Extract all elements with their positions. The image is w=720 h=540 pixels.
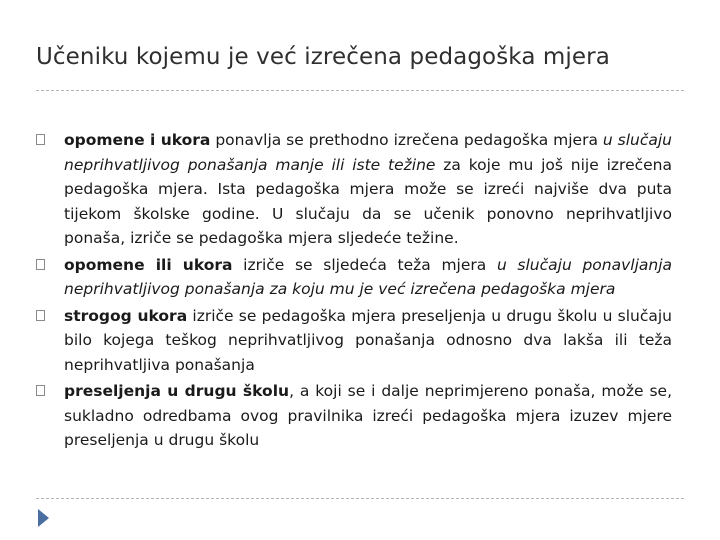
list-item <box>36 128 672 251</box>
bullet-list <box>36 128 672 455</box>
list-item <box>36 379 672 453</box>
item-bold-text: opomene ili ukora <box>64 255 233 274</box>
slide-title: Učeniku kojemu je već izrečena pedagoška mjera <box>36 44 610 70</box>
item-italic-text: u slučaju ponavljanja neprihvatljivog ponašanja za koju mu je već izrečena pedagoška mjera <box>64 255 672 298</box>
item-text: izriče se sljedeća teža mjera <box>232 255 497 274</box>
item-text: ponavlja se prethodno izrečena pedagoška mjera <box>210 131 603 149</box>
square-bullet-icon <box>36 259 45 270</box>
next-slide-arrow-icon[interactable] <box>38 509 49 527</box>
item-text: , a koji se i dalje neprimjereno ponaša, može se, sukladno odredbama ovog pravilnika izreći pedagoška mjera izuzev mjere preseljenja u drugu školu <box>64 382 672 449</box>
square-bullet-icon <box>36 134 45 145</box>
item-italic-text: u slučaju neprihvatljivog ponašanja manje ili iste težine <box>64 131 672 174</box>
list-item <box>36 253 672 302</box>
list-item <box>36 304 672 378</box>
item-bold-text: preseljenja u drugu školu <box>64 382 290 400</box>
square-bullet-icon <box>36 310 45 321</box>
square-bullet-icon <box>36 385 45 396</box>
title-divider <box>36 90 684 91</box>
item-bold-text: strogog ukora <box>64 306 188 325</box>
item-text: izriče se pedagoška mjera preseljenja u drugu školu u slučaju bilo kojega teškog neprihvatljivog ponašanja odnosno dva lakša ili teža neprihvatljiva ponašanja <box>64 306 673 374</box>
item-text-continued: za koje mu još nije izrečena pedagoška mjera. Ista pedagoška mjera može se izreći najviše dva puta tijekom školske godine. U slučaju da se učenik ponovno neprihvatljivo ponaša, izriče se pedagoška mjera sljedeće težine. <box>64 155 672 247</box>
item-bold-text: opomene i ukora <box>64 131 211 149</box>
footer-divider <box>36 498 684 499</box>
